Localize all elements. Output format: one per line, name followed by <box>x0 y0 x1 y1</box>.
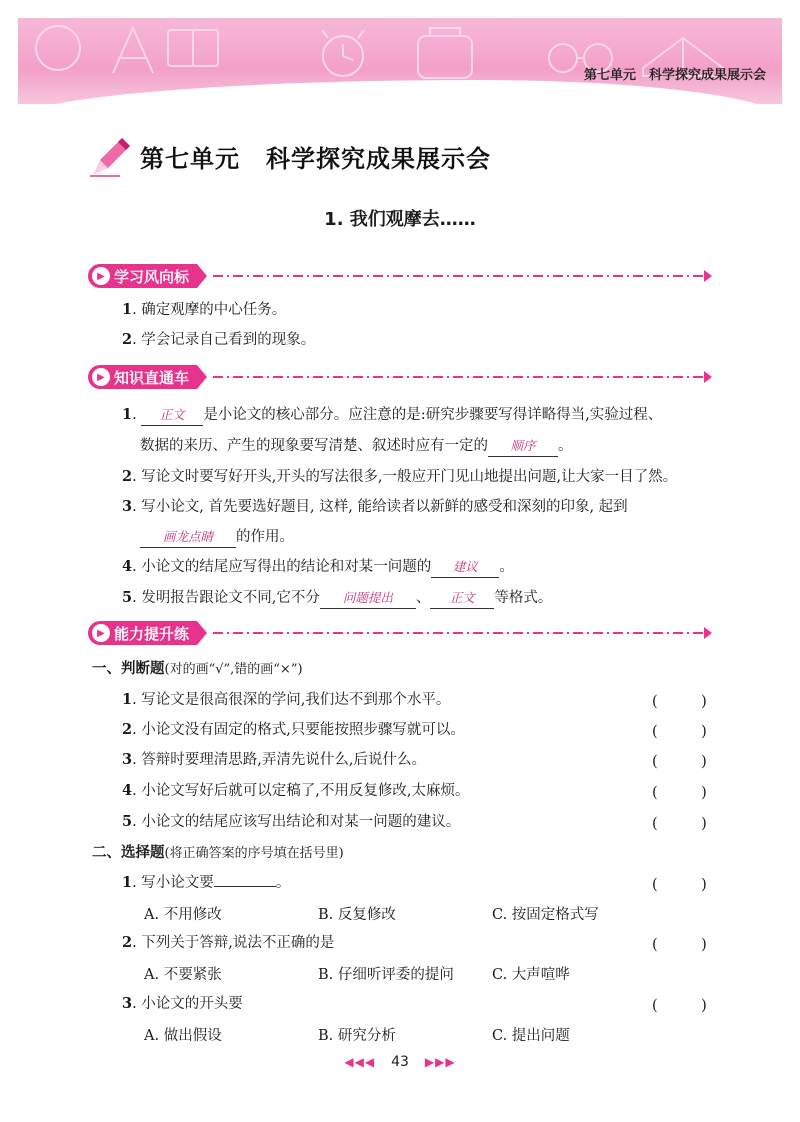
option-b: B. 反复修改 <box>318 907 396 923</box>
tf-question: 1. 写论文是很高很深的学问,我们达不到那个水平。 <box>122 691 451 708</box>
running-title: 第七单元 科学探究成果展示会 <box>583 68 766 83</box>
section-practice <box>88 620 708 646</box>
tf-question: 5. 小论文的结尾应该写出结论和对某一问题的建议。 <box>122 813 461 830</box>
knowledge-item-4: 4. 小论文的结尾应写得出的结论和对某一问题的 建议 。 <box>122 557 514 578</box>
answer-blank: 建议 <box>431 557 499 578</box>
option-a: A. 不用修改 <box>144 907 222 923</box>
option-a: A. 做出假设 <box>144 1028 222 1044</box>
answer-paren[interactable]: ( ) <box>652 724 707 740</box>
option-a: A. 不要紧张 <box>144 967 222 983</box>
tf-question: 4. 小论文写好后就可以定稿了,不用反复修改,太麻烦。 <box>122 782 470 799</box>
goal-item: 2. 学会记录自己看到的现象。 <box>122 331 316 348</box>
section-title: 知识直通车 <box>114 368 190 387</box>
answer-paren[interactable]: ( ) <box>652 785 707 801</box>
knowledge-item-1: 1. 正文 是小论文的核心部分。应注意的是:研究步骤要写得详略得当,实验过程、 <box>122 405 662 426</box>
answer-blank: 问题提出 <box>320 588 416 609</box>
answer-paren[interactable]: ( ) <box>652 816 707 832</box>
play-icon: ▶ <box>92 624 110 642</box>
answer-paren[interactable]: ( ) <box>652 877 707 893</box>
answer-blank: 顺序 <box>488 436 558 457</box>
mc-question: 1. 写小论文要 。 <box>122 874 291 891</box>
section-title: 能力提升练 <box>114 624 190 643</box>
answer-blank <box>214 886 276 887</box>
answer-blank: 画龙点睛 <box>140 527 236 548</box>
header-band <box>18 18 782 104</box>
dash-arrow-line <box>213 376 708 378</box>
play-icon: ▶ <box>92 368 110 386</box>
left-arrows-icon: ◀◀◀ <box>344 1055 376 1069</box>
option-c: C. 大声喧哗 <box>492 967 570 983</box>
mc-question: 3. 小论文的开头要 <box>122 995 243 1012</box>
part2-heading: 二、选择题(将正确答案的序号填在括号里) <box>92 845 344 861</box>
tf-question: 3. 答辩时要理清思路,弄清先说什么,后说什么。 <box>122 751 427 768</box>
option-c: C. 按固定格式写 <box>492 907 599 923</box>
knowledge-item-1-cont: 数据的来历、产生的现象要写清楚、叙述时应有一定的 顺序 。 <box>140 436 573 457</box>
section-badge <box>88 365 197 389</box>
right-arrows-icon: ▶▶▶ <box>424 1055 456 1069</box>
section-badge <box>88 264 197 288</box>
goal-item: 1. 确定观摩的中心任务。 <box>122 301 287 318</box>
unit-title <box>90 134 491 178</box>
answer-paren[interactable]: ( ) <box>652 754 707 770</box>
answer-blank: 正文 <box>430 588 494 609</box>
option-b: B. 仔细听评委的提问 <box>318 967 454 983</box>
tf-question: 2. 小论文没有固定的格式,只要能按照步骤写就可以。 <box>122 721 465 738</box>
section-knowledge <box>88 364 708 390</box>
section-badge <box>88 621 197 645</box>
knowledge-item-2: 2. 写论文时要写好开头,开头的写法很多,一般应开门见山地提出问题,让大家一目了然。 <box>122 468 678 485</box>
answer-paren[interactable]: ( ) <box>652 998 707 1014</box>
lesson-title: 1. 我们观摩去…… <box>324 209 476 230</box>
section-learning-goals <box>88 263 708 289</box>
unit-label: 第七单元 <box>140 144 240 173</box>
part1-heading: 一、判断题(对的画“√”,错的画“×”) <box>92 661 303 677</box>
section-title: 学习风向标 <box>114 267 190 286</box>
knowledge-item-5: 5. 发明报告跟论文不同,它不分 问题提出 、 正文 等格式。 <box>122 588 552 609</box>
answer-paren[interactable]: ( ) <box>652 694 707 710</box>
page-footer <box>0 1054 800 1070</box>
option-c: C. 提出问题 <box>492 1028 570 1044</box>
answer-blank: 正文 <box>141 405 203 426</box>
option-b: B. 研究分析 <box>318 1028 396 1044</box>
dash-arrow-line <box>213 275 708 277</box>
page-number: 43 <box>391 1054 409 1070</box>
knowledge-item-3-cont: 画龙点睛 的作用。 <box>140 527 294 548</box>
mc-question: 2. 下列关于答辩,说法不正确的是 <box>122 934 335 951</box>
knowledge-item-3: 3. 写小论文, 首先要选好题目, 这样, 能给读者以新鲜的感受和深刻的印象, 起到 <box>122 498 628 515</box>
play-icon: ▶ <box>92 267 110 285</box>
pencil-icon <box>90 134 134 178</box>
unit-name: 科学探究成果展示会 <box>266 144 491 173</box>
answer-paren[interactable]: ( ) <box>652 937 707 953</box>
dash-arrow-line <box>213 632 708 634</box>
